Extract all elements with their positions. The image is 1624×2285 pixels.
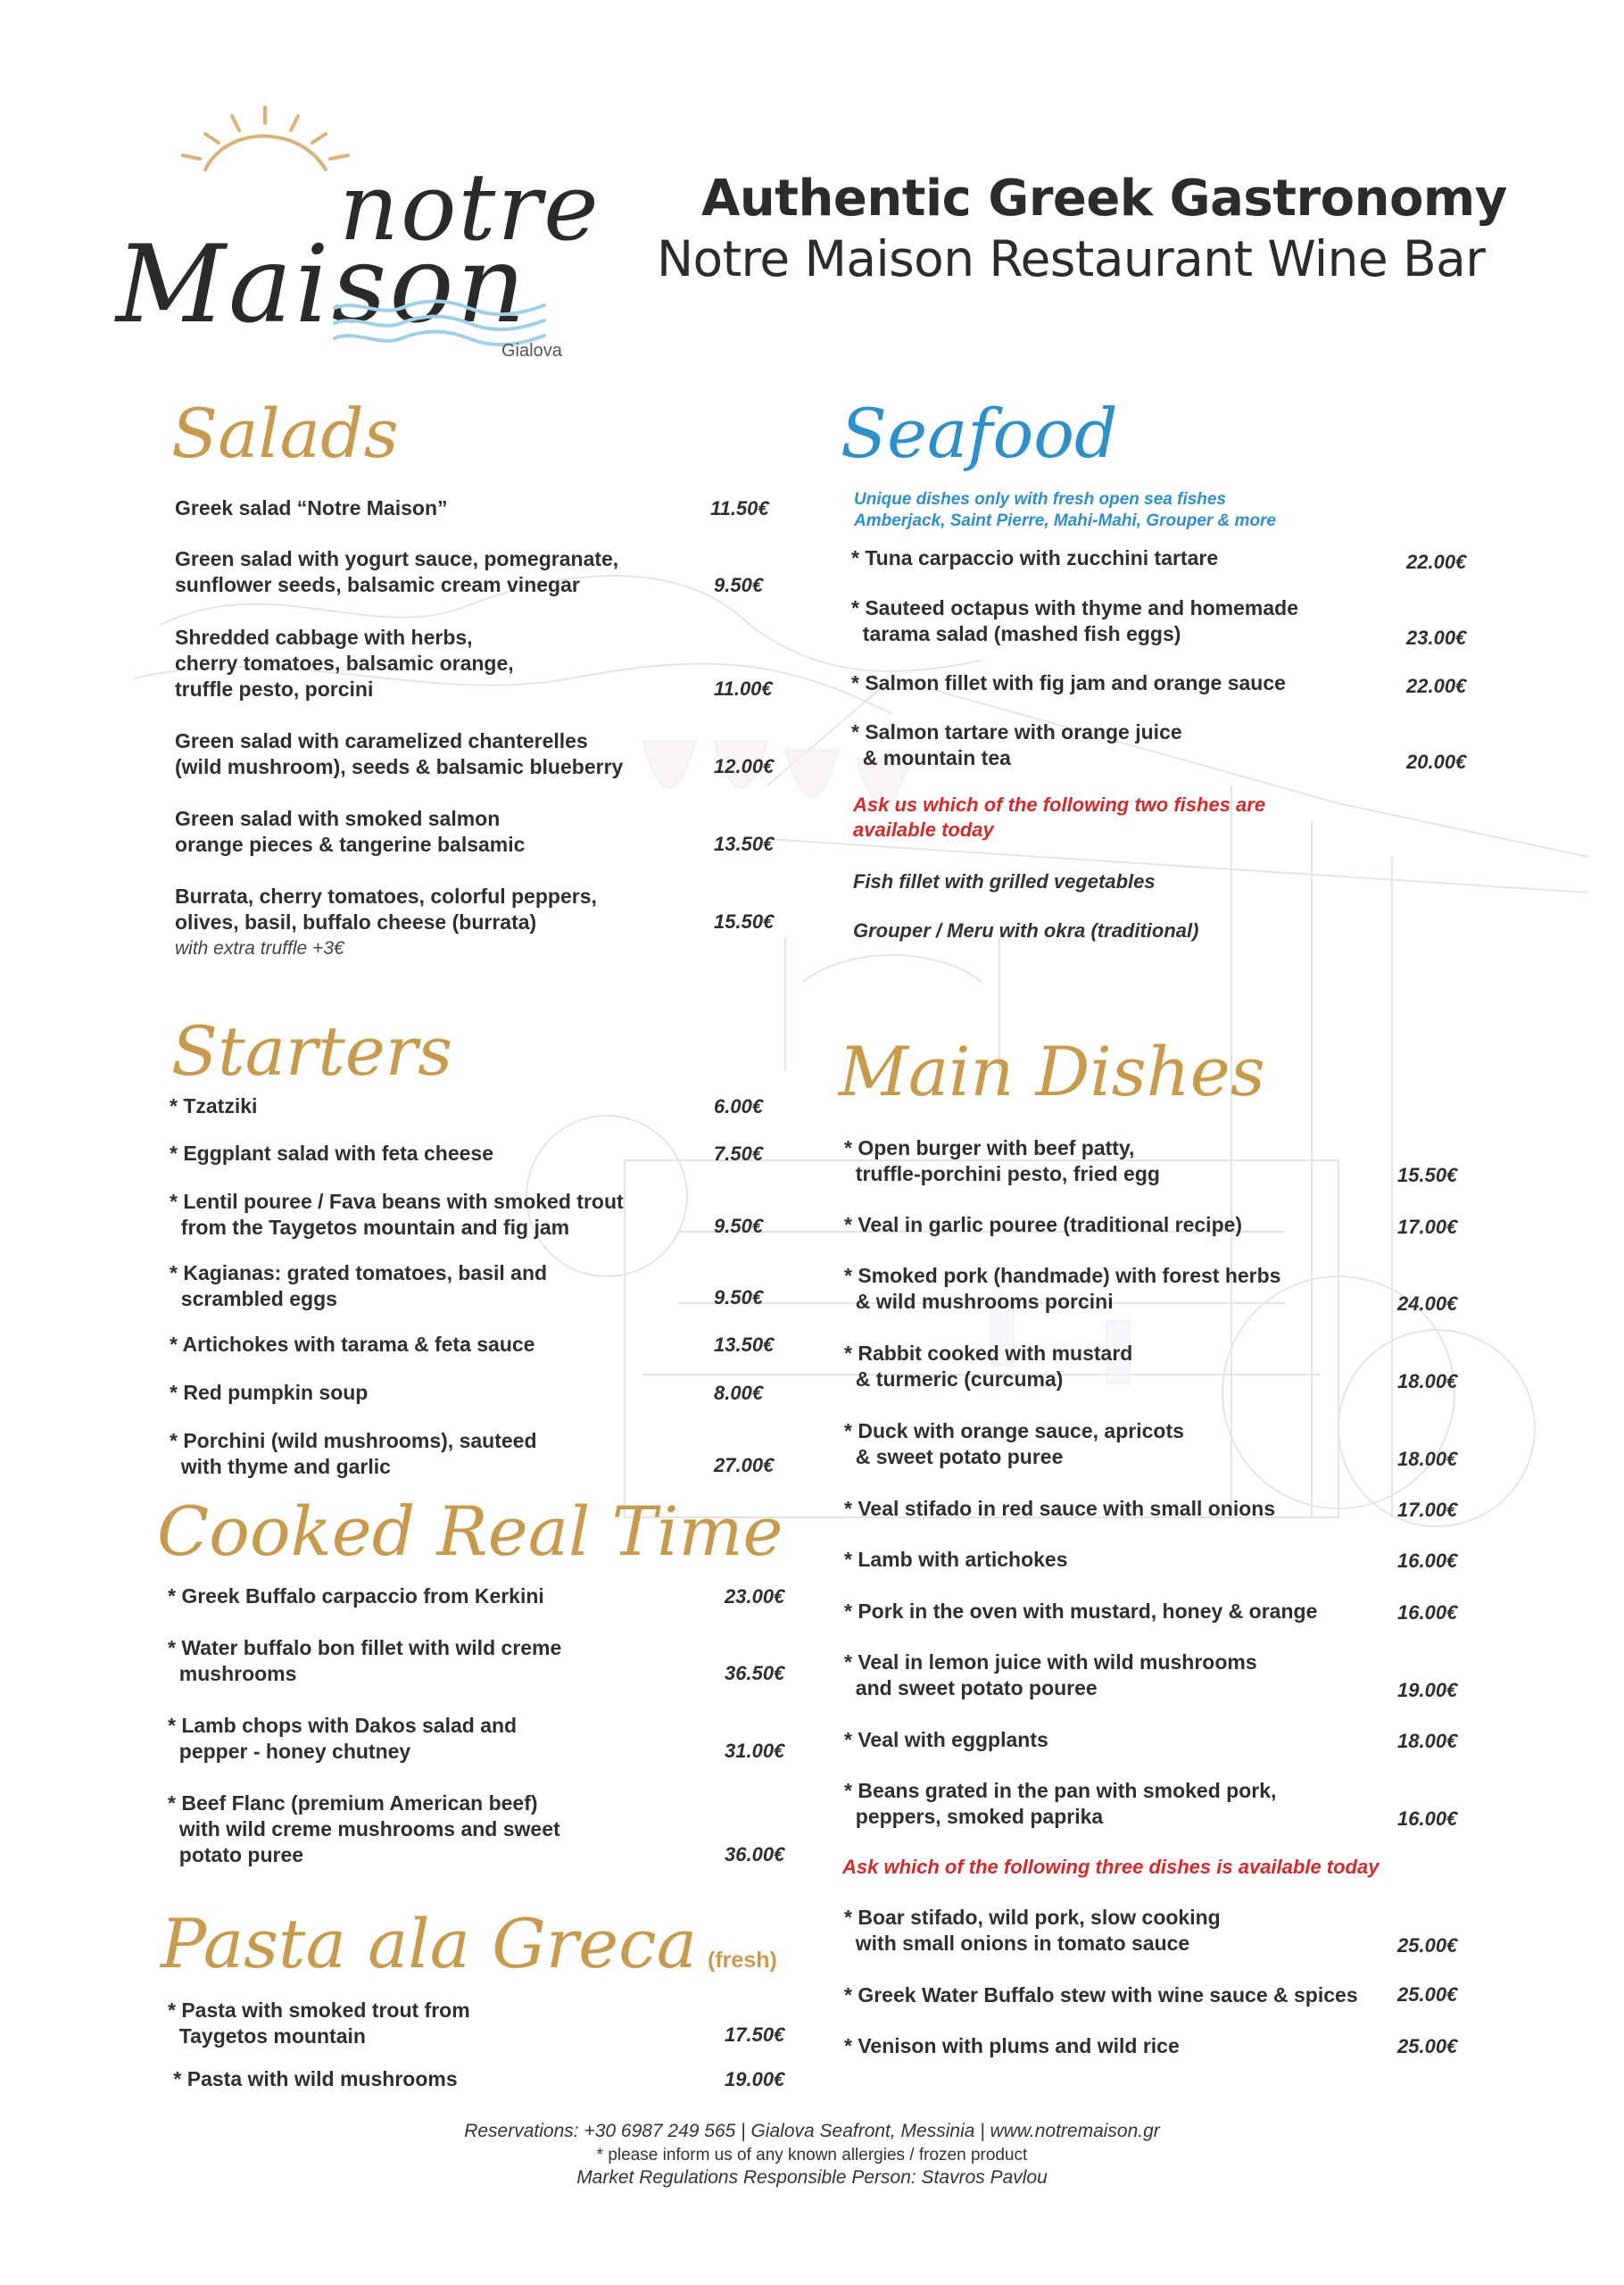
menu-item-price: 36.00€ xyxy=(725,1843,785,1865)
menu-item-price: 25.00€ xyxy=(1397,1983,1458,2006)
menu-item: * Pork in the oven with mustard, honey & orange xyxy=(844,1600,1318,1623)
menu-item-price: 19.00€ xyxy=(725,2068,785,2090)
menu-item: * Salmon fillet with fig jam and orange sauce xyxy=(851,671,1286,694)
logo-location: Gialova xyxy=(501,341,562,361)
menu-item-price: 9.50€ xyxy=(714,574,764,596)
footer-allergy-note: * please inform us of any known allergies / frozen product xyxy=(596,2146,1028,2165)
menu-item: Green salad with smoked salmon orange pieces & tangerine balsamic xyxy=(175,807,526,856)
menu-item: * Pasta with smoked trout from Taygetos mountain xyxy=(168,1998,470,2048)
menu-item-price: 15.50€ xyxy=(1397,1164,1458,1186)
fish-option: Grouper / Meru with okra (traditional) xyxy=(853,919,1199,942)
menu-item-price: 25.00€ xyxy=(1397,2035,1458,2057)
section-heading-main-dishes: Main Dishes xyxy=(839,1032,1265,1111)
menu-item-price: 36.50€ xyxy=(725,1662,785,1684)
seafood-note: Amberjack, Saint Pierre, Mahi-Mahi, Grouper & more xyxy=(854,511,1277,530)
menu-item: * Open burger with beef patty, truffle-porchini pesto, fried egg xyxy=(844,1136,1160,1185)
menu-item-price: 17.50€ xyxy=(725,2023,785,2046)
menu-item: * Boar stifado, wild pork, slow cooking with small onions in tomato sauce xyxy=(844,1906,1221,1955)
menu-item: * Veal in garlic pouree (traditional recipe) xyxy=(844,1213,1243,1236)
menu-item-price: 23.00€ xyxy=(725,1585,785,1608)
menu-item: * Veal stifado in red sauce with small onions xyxy=(844,1497,1276,1520)
menu-item-price: 22.00€ xyxy=(1406,551,1467,573)
menu-item-price: 9.50€ xyxy=(714,1286,764,1309)
menu-item: * Artichokes with tarama & feta sauce xyxy=(170,1333,535,1356)
footer-responsible-person: Market Regulations Responsible Person: Stavros Pavlou xyxy=(576,2167,1048,2188)
menu-item-price: 6.00€ xyxy=(714,1095,764,1118)
menu-item-price: 7.50€ xyxy=(714,1142,764,1165)
menu-item-price: 13.50€ xyxy=(714,1334,775,1356)
menu-item: Shredded cabbage with herbs, cherry tomatoes, balsamic orange, truffle pesto, porcini xyxy=(175,626,514,701)
menu-item-price: 24.00€ xyxy=(1397,1292,1458,1315)
menu-item: Greek salad “Notre Maison” xyxy=(175,496,448,519)
menu-item-price: 17.00€ xyxy=(1397,1216,1458,1238)
menu-item: Green salad with caramelized chanterelles (wild mushroom), seeds & balsamic blueberry xyxy=(175,729,624,778)
menu-item-note: with extra truffle +3€ xyxy=(175,938,344,959)
menu-item: * Smoked pork (handmade) with forest herbs & wild mushrooms porcini xyxy=(844,1264,1281,1313)
seafood-note: Unique dishes only with fresh open sea fishes xyxy=(854,490,1227,509)
logo-word-notre: notre xyxy=(339,153,601,262)
menu-item: * Lamb chops with Dakos salad and pepper - honey chutney xyxy=(168,1714,518,1763)
fresh-tag: (fresh) xyxy=(708,1948,777,1973)
menu-item: * Beef Flanc (premium American beef) with wild creme mushrooms and sweet potato puree xyxy=(168,1791,560,1866)
sun-icon xyxy=(178,98,357,179)
menu-item-price: 17.00€ xyxy=(1397,1499,1458,1521)
menu-item-price: 18.00€ xyxy=(1397,1370,1458,1392)
menu-item: * Greek Buffalo carpaccio from Kerkini xyxy=(168,1584,544,1608)
logo-word-maison: Maison xyxy=(116,223,528,347)
menu-item-price: 11.50€ xyxy=(710,497,769,519)
menu-item-name: Burrata, cherry tomatoes, colorful peppers, olives, basil, buffalo cheese (burrata) xyxy=(175,885,597,934)
seafood-availability-note: Ask us which of the following two fishes are available today xyxy=(853,794,1266,841)
menu-item-price: 20.00€ xyxy=(1406,751,1467,773)
menu-item-price: 18.00€ xyxy=(1397,1730,1458,1752)
menu-item xyxy=(175,884,597,961)
logo xyxy=(116,98,616,366)
mains-availability-note: Ask which of the following three dishes is available today xyxy=(842,1856,1380,1878)
menu-item-price: 27.00€ xyxy=(714,1454,775,1476)
footer-contact: Reservations: +30 6987 249 565 | Gialova Seafront, Messinia | www.notremaison.gr xyxy=(464,2121,1160,2141)
section-heading-starters: Starters xyxy=(171,1011,453,1091)
menu-item: * Porchini (wild mushrooms), sauteed with thyme and garlic xyxy=(170,1429,537,1478)
menu-item-price: 13.50€ xyxy=(714,833,775,855)
menu-item-price: 12.00€ xyxy=(714,755,775,777)
menu-item-price: 18.00€ xyxy=(1397,1448,1458,1470)
menu-item: * Venison with plums and wild rice xyxy=(844,2034,1180,2057)
menu-item-price: 8.00€ xyxy=(714,1382,764,1404)
menu-item: Green salad with yogurt sauce, pomegranate, sunflower seeds, balsamic cream vinegar xyxy=(175,547,619,596)
menu-item-price: 11.00€ xyxy=(714,677,773,700)
menu-item: * Lentil pouree / Fava beans with smoked trout from the Taygetos mountain and fig jam xyxy=(170,1190,624,1239)
menu-item: * Salmon tartare with orange juice & mountain tea xyxy=(851,720,1182,769)
menu-item-price: 16.00€ xyxy=(1397,1550,1458,1572)
menu-item: * Veal with eggplants xyxy=(844,1728,1048,1751)
waves-icon xyxy=(330,295,553,348)
menu-item: * Greek Water Buffalo stew with wine sauce & spices xyxy=(844,1983,1358,2007)
section-heading-salads: Salads xyxy=(171,394,399,473)
menu-item: * Beans grated in the pan with smoked pork, peppers, smoked paprika xyxy=(844,1779,1277,1828)
menu-item-price: 16.00€ xyxy=(1397,1807,1458,1830)
menu-item-price: 16.00€ xyxy=(1397,1601,1458,1624)
section-heading-seafood: Seafood xyxy=(841,394,1118,473)
menu-item: * Pasta with wild mushrooms xyxy=(168,2067,458,2090)
menu-item: * Duck with orange sauce, apricots & sweet potato puree xyxy=(844,1419,1184,1468)
page-subtitle: Notre Maison Restaurant Wine Bar xyxy=(657,230,1486,287)
fish-option: Fish fillet with grilled vegetables xyxy=(853,870,1156,893)
menu-item-price: 19.00€ xyxy=(1397,1679,1458,1701)
menu-item-price: 23.00€ xyxy=(1406,627,1467,649)
menu-item: * Kagianas: grated tomatoes, basil and scrambled eggs xyxy=(170,1261,548,1310)
section-heading-cooked-real-time: Cooked Real Time xyxy=(157,1491,783,1571)
menu-item-price: 15.50€ xyxy=(714,910,775,933)
menu-item: * Rabbit cooked with mustard & turmeric (curcuma) xyxy=(844,1342,1133,1391)
menu-item: * Tuna carpaccio with zucchini tartare xyxy=(851,546,1219,569)
menu-item-price: 9.50€ xyxy=(714,1215,764,1237)
menu-item: * Sauteed octapus with thyme and homemade tarama salad (mashed fish eggs) xyxy=(851,596,1298,645)
menu-item: * Veal in lemon juice with wild mushrooms and sweet potato pouree xyxy=(844,1650,1257,1699)
page-title: Authentic Greek Gastronomy xyxy=(701,170,1507,228)
menu-item-price: 25.00€ xyxy=(1397,1934,1458,1957)
menu-item-price: 22.00€ xyxy=(1406,675,1467,697)
section-heading-pasta-text: Pasta ala Greca xyxy=(161,1904,698,1983)
menu-item: * Eggplant salad with feta cheese xyxy=(170,1142,493,1165)
menu-item: * Red pumpkin soup xyxy=(170,1381,369,1404)
menu-item-price: 31.00€ xyxy=(725,1740,785,1762)
menu-item: * Lamb with artichokes xyxy=(844,1548,1068,1571)
menu-item: * Tzatziki xyxy=(170,1094,258,1118)
section-heading-pasta xyxy=(161,1904,777,1983)
menu-item: * Water buffalo bon fillet with wild creme mushrooms xyxy=(168,1636,562,1685)
